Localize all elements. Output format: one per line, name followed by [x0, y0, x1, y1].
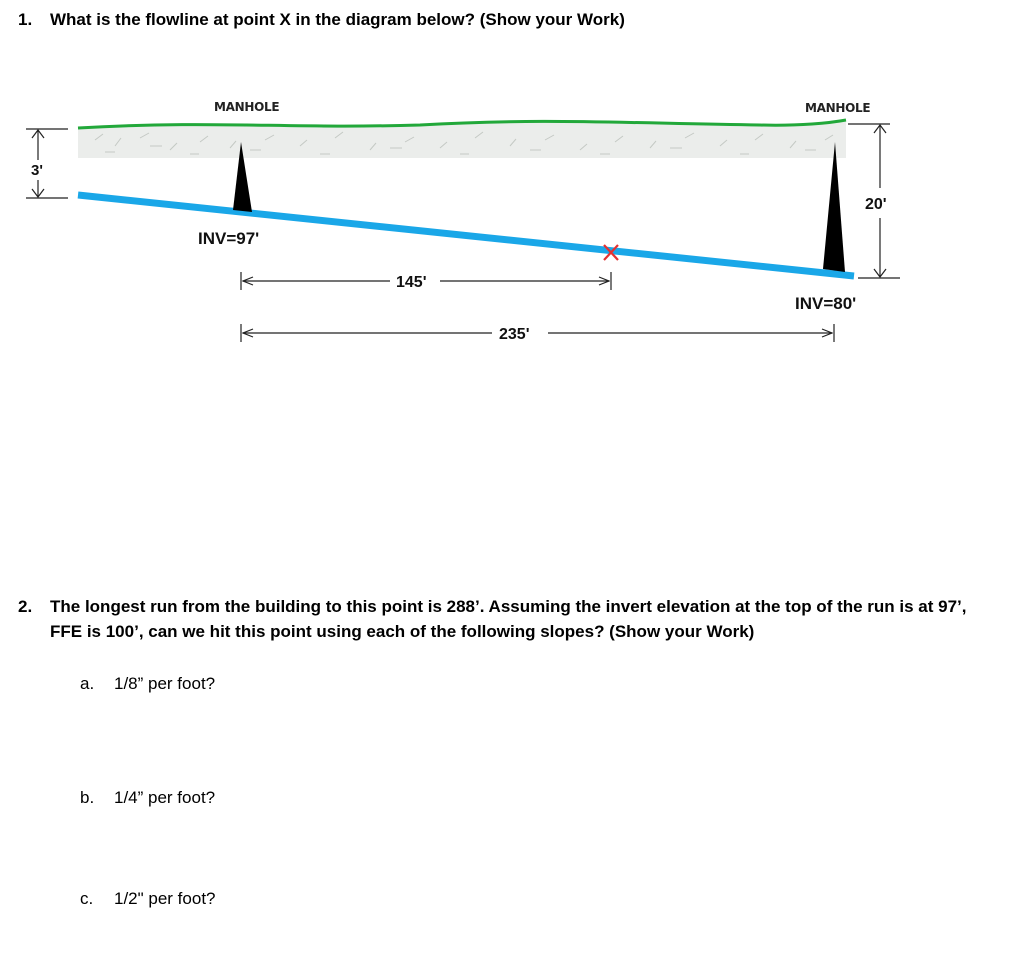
manhole-depth-label: 20': [865, 196, 887, 213]
sewer-profile-diagram: [0, 80, 1024, 370]
question-2-text: The longest run from the building to this point is 288’. Assuming the invert elevation at the top of the run is at 97’, FFE is 100’, can we hit this point using each of the following slopes? (Show your Work): [50, 597, 967, 641]
option-letter: b.: [80, 788, 95, 807]
sewer-pipe: [78, 195, 854, 276]
question-2-option-b: [80, 788, 215, 808]
question-1-text: What is the flowline at point X in the diagram below? (Show your Work): [50, 10, 625, 29]
invert-left-label: INV=97': [198, 229, 260, 248]
question-2-option-a: [80, 674, 215, 694]
option-text: 1/2" per foot?: [114, 889, 216, 908]
option-text: 1/4” per foot?: [114, 788, 216, 807]
distance-to-x-label: 145': [396, 274, 427, 291]
question-1: [18, 7, 998, 33]
total-distance-label: 235': [499, 326, 530, 343]
option-letter: c.: [80, 889, 94, 908]
total-distance-dimension: [241, 324, 834, 342]
option-text: 1/8” per foot?: [114, 674, 216, 693]
question-2-number: 2.: [18, 597, 33, 616]
question-2: [18, 594, 1008, 646]
manhole-right-label: MANHOLE: [805, 101, 871, 115]
question-2-option-c: [80, 889, 216, 909]
question-1-number: 1.: [18, 10, 33, 29]
manhole-right: [823, 142, 845, 272]
option-letter: a.: [80, 674, 95, 693]
cover-depth-label: 3': [31, 162, 43, 179]
manhole-left-label: MANHOLE: [214, 100, 280, 114]
invert-right-label: INV=80': [795, 294, 857, 313]
